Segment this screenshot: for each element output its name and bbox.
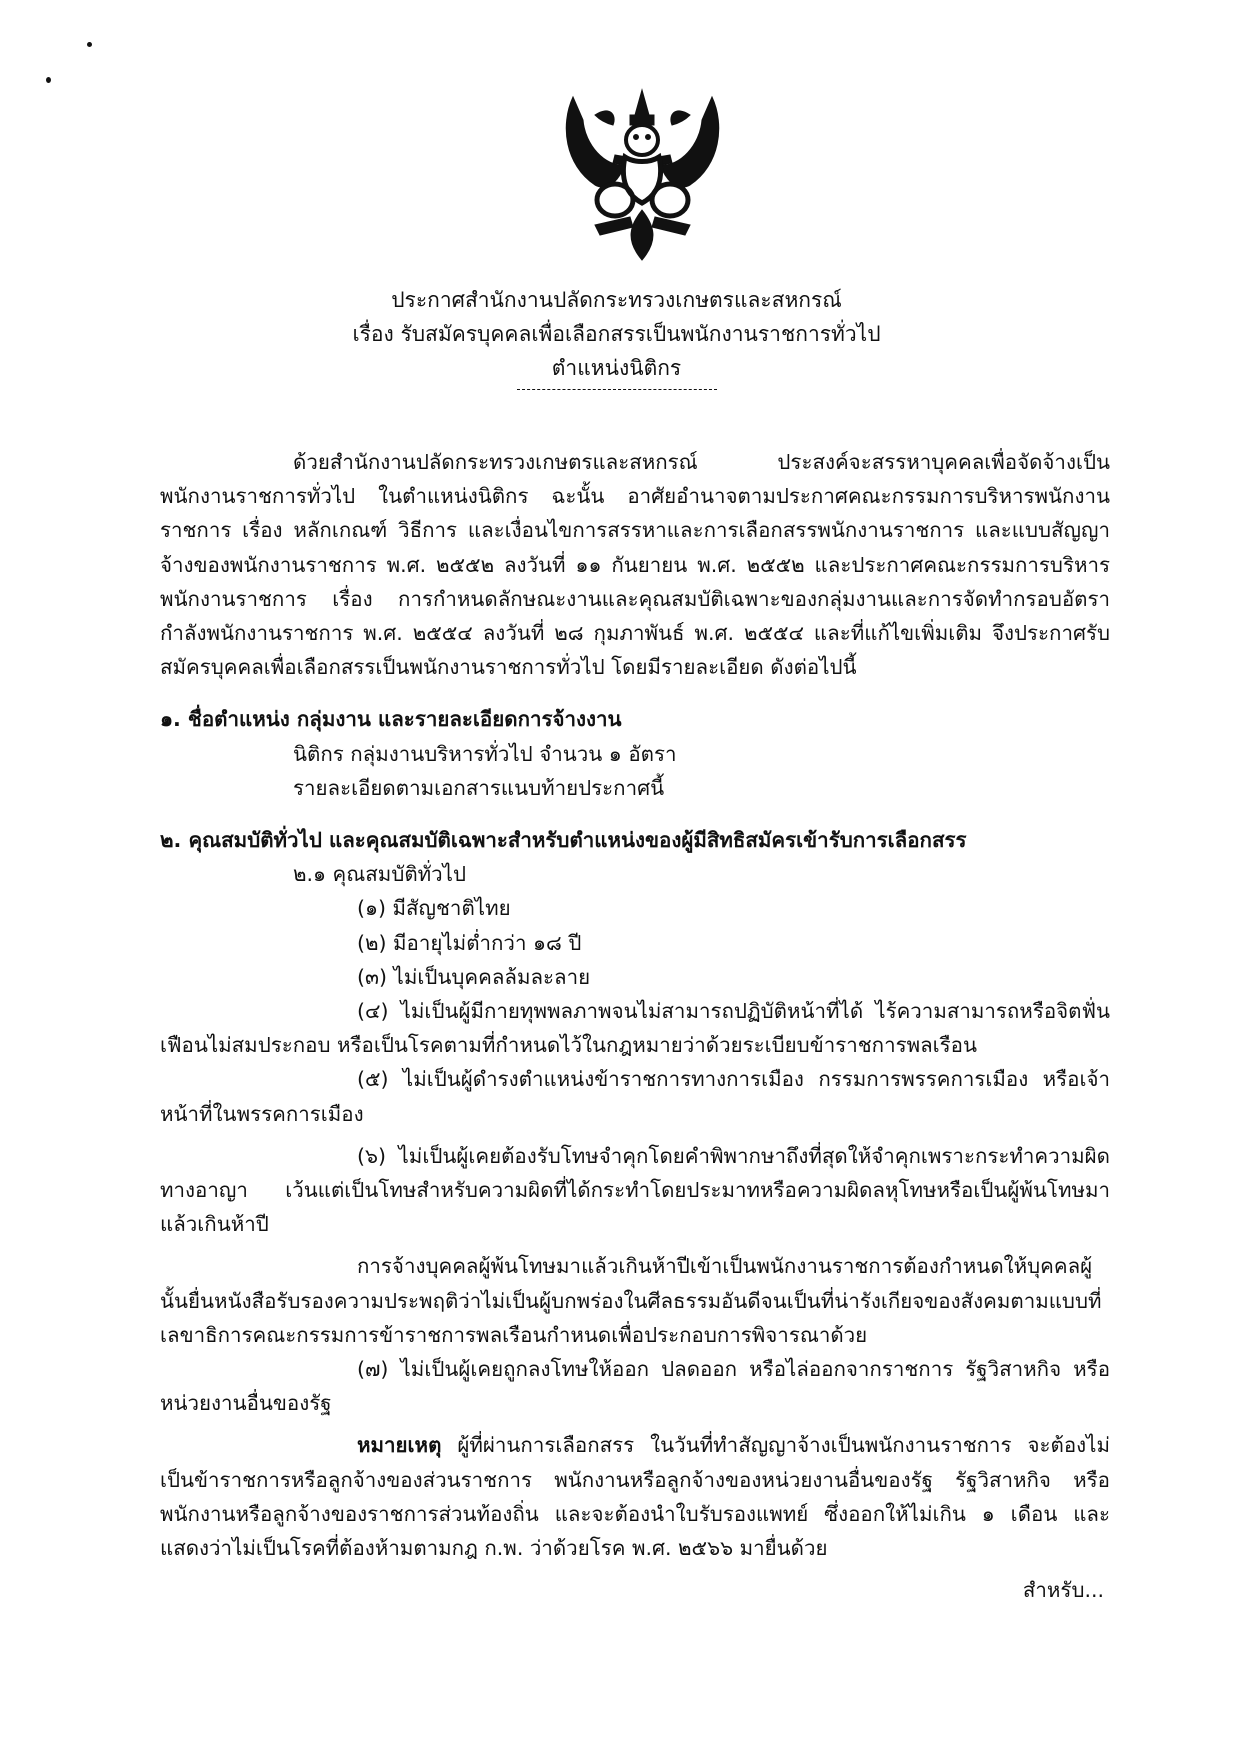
garuda-emblem-icon (555, 85, 730, 265)
page-continuation: สำหรับ... (1022, 1578, 1104, 1603)
scan-speck (46, 77, 51, 83)
document-body (160, 445, 1110, 1608)
qualification-item: (๓) ไม่เป็นบุคคลล้มละลาย (357, 964, 591, 989)
qualification-item: (๒) มีอายุไม่ต่ำกว่า ๑๘ ปี (357, 930, 582, 955)
qualification-item: (๕) ไม่เป็นผู้ดำรงตำแหน่งข้าราชการทางการเมือง กรรมการพรรคการเมือง หรือเจ้าหน้าที่ในพรรคการเมือง (160, 1067, 1110, 1126)
qualification-item: (๔) ไม่เป็นผู้มีกายทุพพลภาพจนไม่สามารถปฏิบัติหน้าที่ได้ ไร้ความสามารถหรือจิตฟั่นเฟือนไม่สมประกอบ หรือเป็นโรคตามที่กำหนดไว้ในกฎหมายว่าด้วยระเบียบข้าราชการพลเรือน (160, 999, 1110, 1058)
section-1-heading: ๑. ชื่อตำแหน่ง กลุ่มงาน และรายละเอียดการจ้างงาน (160, 707, 622, 732)
section-1-details: รายละเอียดตามเอกสารแนบท้ายประกาศนี้ (293, 775, 665, 800)
section-1-position: นิติกร กลุ่มงานบริหารทั่วไป จำนวน ๑ อัตรา (293, 741, 677, 766)
title-position: ตำแหน่งนิติกร (551, 356, 682, 380)
section-2-heading: ๒. คุณสมบัติทั่วไป และคุณสมบัติเฉพาะสำหรับตำแหน่งของผู้มีสิทธิสมัครเข้ารับการเลือกสรร (160, 828, 967, 853)
qualification-item: (๗) ไม่เป็นผู้เคยถูกลงโทษให้ออก ปลดออก หรือไล่ออกจากราชการ รัฐวิสาหกิจ หรือหน่วยงานอื่นของรัฐ (160, 1357, 1110, 1416)
title-separator (517, 389, 717, 390)
qualification-item-note: การจ้างบุคคลผู้พ้นโทษมาแล้วเกินห้าปีเข้าเป็นพนักงานราชการต้องกำหนดให้บุคคลผู้นั้นยื่นหนังสือรับรองความประพฤติว่าไม่เป็นผู้บกพร่องในศีลธรรมอันดีจนเป็นที่น่ารังเกียจของสังคมตามแบบที่เลขาธิการคณะกรรมการข้าราชการพลเรือนกำหนดเพื่อประกอบการพิจารณาด้วย (160, 1254, 1102, 1347)
title-subject: เรื่อง รับสมัครบุคคลเพื่อเลือกสรรเป็นพนักงานราชการทั่วไป (352, 322, 881, 346)
announcement-title-block (0, 283, 1233, 390)
remark-paragraph (160, 1428, 1110, 1565)
remark-label: หมายเหตุ (357, 1433, 442, 1458)
intro-paragraph: ด้วยสำนักงานปลัดกระทรวงเกษตรและสหกรณ์ ประสงค์จะสรรหาบุคคลเพื่อจัดจ้างเป็นพนักงานราชการทั่วไป ในตำแหน่งนิติกร ฉะนั้น อาศัยอำนาจตามประกาศคณะกรรมการบริหารพนักงานราชการ เรื่อง หลักเกณฑ์ วิธีการ และเงื่อนไขการสรรหาและการเลือกสรรพนักงานราชการ และแบบสัญญาจ้างของพนักงานราชการ พ.ศ. ๒๕๕๒ ลงวันที่ ๑๑ กันยายน พ.ศ. ๒๕๕๒ และประกาศคณะกรรมการบริหารพนักงานราชการ เรื่อง การกำหนดลักษณะงานและคุณสมบัติเฉพาะของกลุ่มงานและการจัดทำกรอบอัตรากำลังพนักงานราชการ พ.ศ. ๒๕๕๔ ลงวันที่ ๒๘ กุมภาพันธ์ พ.ศ. ๒๕๕๔ และที่แก้ไขเพิ่มเติม จึงประกาศรับสมัครบุคคลเพื่อเลือกสรรเป็นพนักงานราชการทั่วไป โดยมีรายละเอียด ดังต่อไปนี้ (160, 450, 1110, 680)
qualification-item: (๑) มีสัญชาติไทย (357, 896, 511, 921)
scan-speck (87, 42, 92, 47)
section-2-1-heading: ๒.๑ คุณสมบัติทั่วไป (293, 862, 466, 887)
remark-text: ผู้ที่ผ่านการเลือกสรร ในวันที่ทำสัญญาจ้างเป็นพนักงานราชการ จะต้องไม่เป็นข้าราชการหรือลูกจ้างของส่วนราชการ พนักงานหรือลูกจ้างของหน่วยงานอื่นของรัฐ รัฐวิสาหกิจ หรือพนักงานหรือลูกจ้างของราชการส่วนท้องถิ่น และจะต้องนำใบรับรองแพทย์ ซึ่งออกให้ไม่เกิน ๑ เดือน และแสดงว่าไม่เป็นโรคที่ต้องห้ามตามกฎ ก.พ. ว่าด้วยโรค พ.ศ. ๒๕๖๖ มายื่นด้วย (160, 1433, 1110, 1561)
title-issuer: ประกาศสำนักงานปลัดกระทรวงเกษตรและสหกรณ์ (391, 288, 842, 312)
qualification-item: (๖) ไม่เป็นผู้เคยต้องรับโทษจำคุกโดยคำพิพากษาถึงที่สุดให้จำคุกเพราะกระทำความผิดทางอาญา เว้นแต่เป็นโทษสำหรับความผิดที่ได้กระทำโดยประมาทหรือความผิดลหุโทษหรือเป็นผู้พ้นโทษมาแล้วเกินห้าปี (160, 1143, 1110, 1237)
